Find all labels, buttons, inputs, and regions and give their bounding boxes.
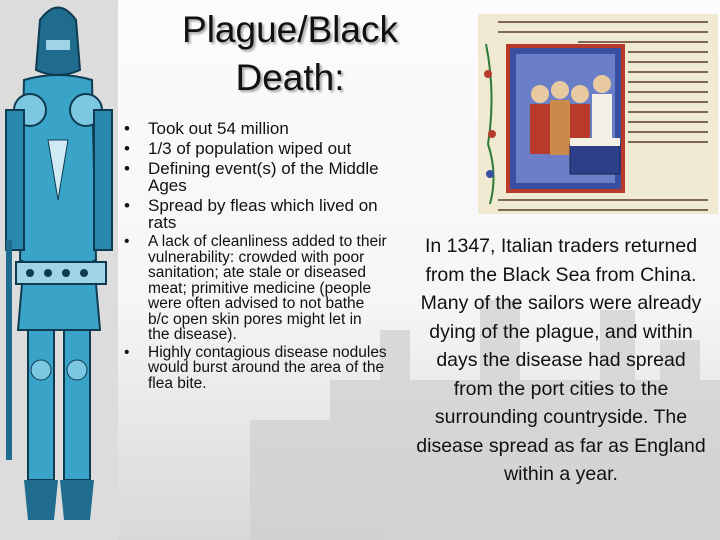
bullet-item: • Spread by fleas which lived on rats — [112, 197, 387, 231]
slide-title — [160, 6, 420, 102]
bullet-list — [112, 120, 387, 393]
slide-title-line1: Plague/Black — [182, 9, 398, 50]
bullet-item: • Took out 54 million — [112, 120, 387, 137]
caption-text: In 1347, Italian traders returned from the Black Sea from China. Many of the sailors were already dying of the plague, and within days the disease had spread from the port cities to the surrounding countryside. The disease spread as far as England within a year. — [416, 235, 706, 485]
bullet-item: • 1/3 of population wiped out — [112, 140, 387, 157]
bullet-item: • Defining event(s) of the Middle Ages — [112, 160, 387, 194]
bullet-item: • Highly contagious disease nodules would burst around the area of the flea bite. — [112, 345, 387, 392]
bullet-item: • A lack of cleanliness added to their vulnerability: crowded with poor sanitation; ate stale or diseased meat; primitive medicine (people were often advised to not bathe b/c open skin pores might let in the disease). — [112, 234, 387, 343]
knight-figure-image — [0, 0, 118, 540]
slide-title-line2: Death: — [235, 57, 345, 98]
manuscript-illustration-image — [478, 14, 718, 214]
